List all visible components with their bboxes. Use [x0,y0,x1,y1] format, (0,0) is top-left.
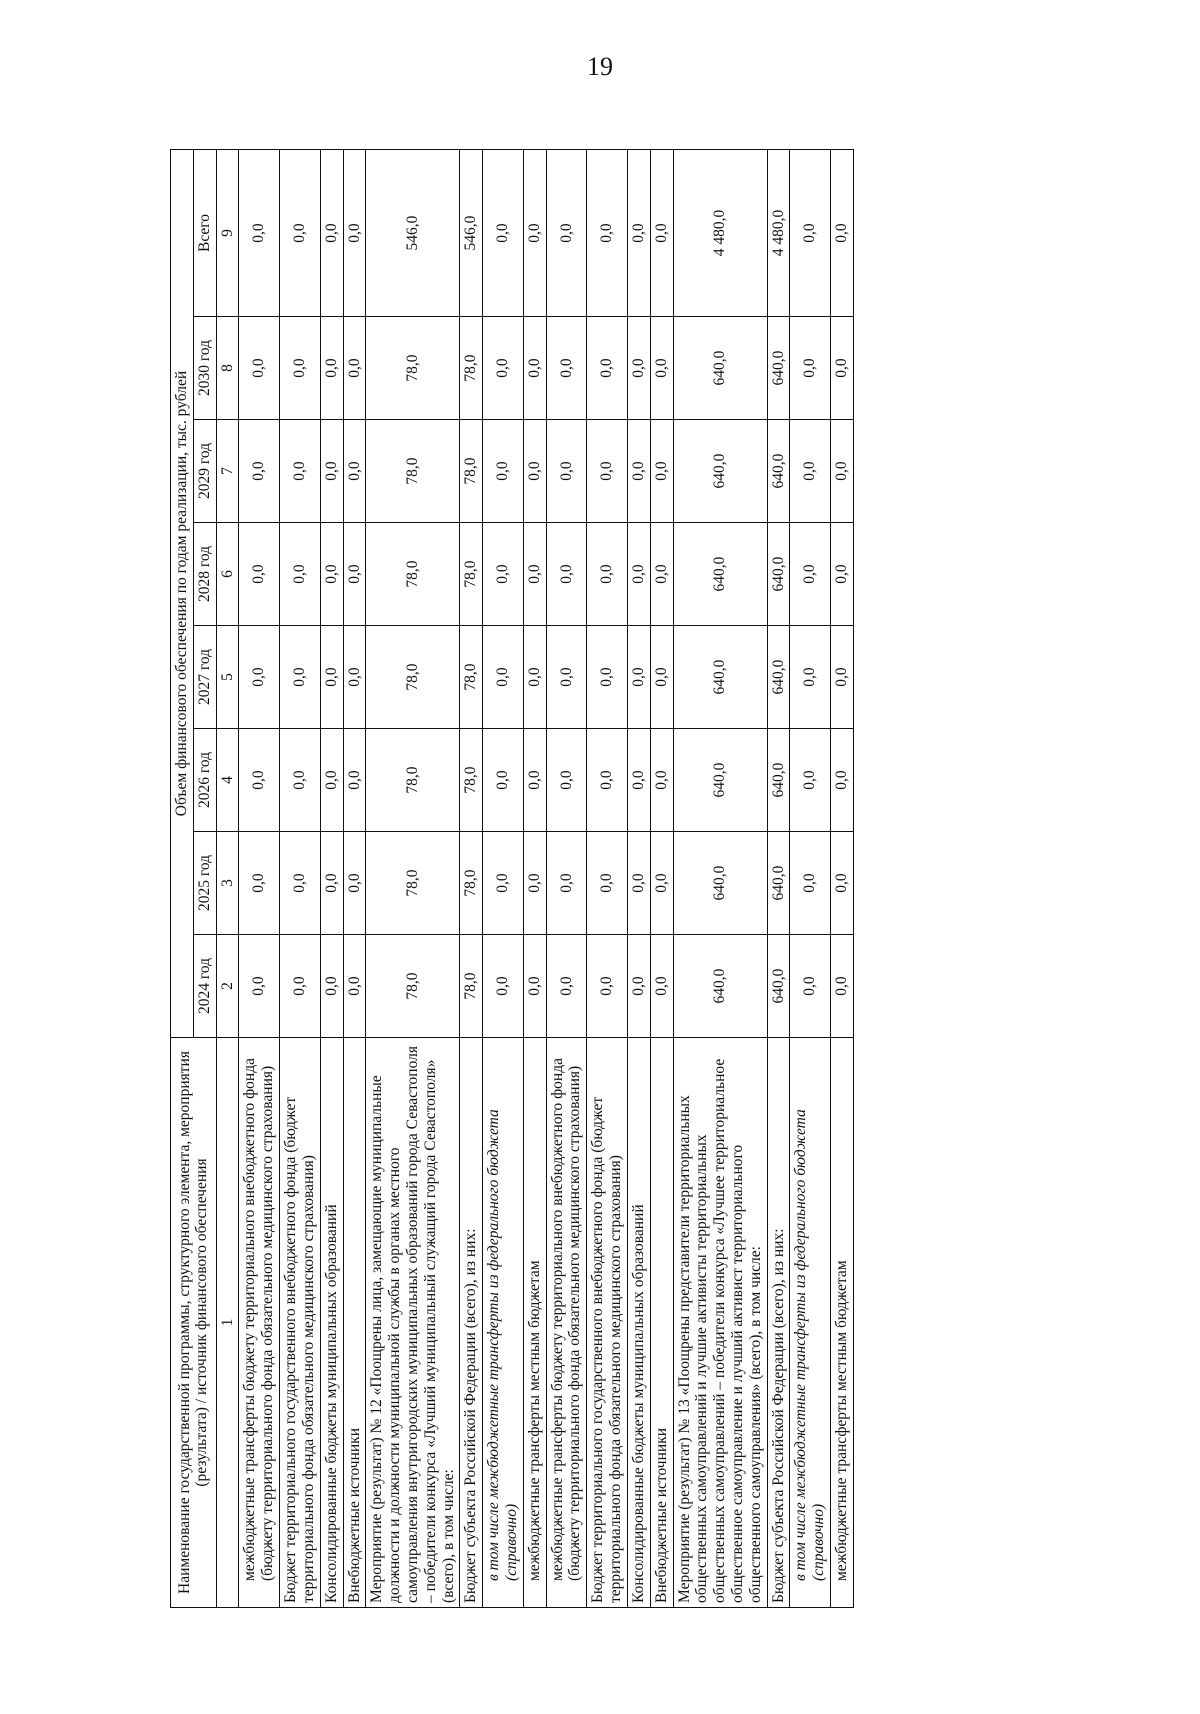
row-total-cell: 0,0 [627,150,650,317]
row-value-cell: 0,0 [831,729,854,832]
row-value-cell: 78,0 [460,523,483,626]
row-value-cell: 78,0 [366,832,460,935]
row-value-cell: 78,0 [460,317,483,420]
table-row [483,150,524,1608]
column-number: 4 [216,729,239,832]
row-total-cell: 0,0 [343,150,366,317]
table-row [239,150,280,1608]
row-value-cell: 0,0 [523,523,546,626]
header-year: 2029 год [193,420,216,523]
row-value-cell: 0,0 [523,317,546,420]
row-value-cell: 0,0 [650,935,673,1038]
table-row [523,150,546,1608]
row-total-cell: 0,0 [239,150,280,317]
row-value-cell: 0,0 [650,626,673,729]
row-value-cell: 0,0 [650,729,673,832]
row-name: Бюджет территориального государственного внебюджетного фонда (бюджет территориального фонда обязательного медицинского страхования) [280,1038,321,1608]
row-value-cell: 78,0 [366,729,460,832]
row-name: Консолидированные бюджеты муниципальных образований [627,1038,650,1608]
row-total-cell: 0,0 [280,150,321,317]
row-value-cell: 0,0 [790,935,831,1038]
row-name: в том числе межбюджетные трансферты из федерального бюджета (справочно) [790,1038,831,1608]
table-row [587,150,628,1608]
row-value-cell: 0,0 [831,523,854,626]
row-value-cell: 640,0 [673,523,767,626]
row-value-cell: 640,0 [673,729,767,832]
row-value-cell: 0,0 [239,832,280,935]
row-value-cell: 0,0 [831,317,854,420]
page-number: 19 [587,52,613,81]
header-year: 2028 год [193,523,216,626]
row-value-cell: 0,0 [546,420,587,523]
row-value-cell: 640,0 [673,832,767,935]
row-value-cell: 0,0 [546,729,587,832]
row-value-cell: 78,0 [460,626,483,729]
row-value-cell: 0,0 [320,832,343,935]
row-value-cell: 0,0 [790,626,831,729]
row-value-cell: 640,0 [767,317,790,420]
row-value-cell: 0,0 [831,626,854,729]
row-value-cell: 0,0 [483,420,524,523]
row-value-cell: 0,0 [831,935,854,1038]
rotated-table-frame [170,150,1120,1608]
row-value-cell: 0,0 [650,832,673,935]
row-value-cell: 0,0 [280,420,321,523]
row-name: межбюджетные трансферты бюджету территориального внебюджетного фонда (бюджету территориального фонда обязательного медицинского страхования) [239,1038,280,1608]
row-value-cell: 0,0 [627,626,650,729]
row-value-cell: 0,0 [343,523,366,626]
table-header [171,150,239,1608]
row-name: межбюджетные трансферты местным бюджетам [523,1038,546,1608]
row-total-cell: 0,0 [483,150,524,317]
column-number: 1 [216,1038,239,1608]
table-row [343,150,366,1608]
table-container [170,150,1120,1608]
row-value-cell: 0,0 [587,420,628,523]
row-value-cell: 0,0 [483,523,524,626]
row-value-cell: 78,0 [366,935,460,1038]
row-value-cell: 0,0 [627,832,650,935]
row-name: Бюджет субъекта Российской Федерации (всего), из них: [767,1038,790,1608]
row-value-cell: 0,0 [523,832,546,935]
row-value-cell: 0,0 [650,317,673,420]
header-year: 2024 год [193,935,216,1038]
row-total-cell: 0,0 [523,150,546,317]
row-value-cell: 0,0 [790,317,831,420]
row-value-cell: 640,0 [673,317,767,420]
table-body [239,150,853,1608]
header-year: 2026 год [193,729,216,832]
row-value-cell: 0,0 [239,317,280,420]
column-number: 5 [216,626,239,729]
row-name: Консолидированные бюджеты муниципальных образований [320,1038,343,1608]
row-value-cell: 0,0 [587,832,628,935]
row-value-cell: 0,0 [483,317,524,420]
row-value-cell: 640,0 [673,626,767,729]
row-value-cell: 640,0 [767,523,790,626]
row-value-cell: 0,0 [546,626,587,729]
row-total-cell: 4 480,0 [673,150,767,317]
row-value-cell: 0,0 [343,729,366,832]
table-row [460,150,483,1608]
row-value-cell: 0,0 [587,626,628,729]
row-value-cell: 0,0 [280,626,321,729]
row-value-cell: 0,0 [587,729,628,832]
row-value-cell: 0,0 [320,729,343,832]
row-value-cell: 0,0 [483,935,524,1038]
row-value-cell: 0,0 [320,420,343,523]
row-name: Мероприятие (результат) № 12 «Поощрены лица, замещающие муниципальные должности и должности муниципальной службы в органах местного самоуправления внутригородских муниципальных образований города Севастополя – победители конкурса «Лучший муниципальный служащий города Севастополя» (всего), в том числе: [366,1038,460,1608]
table-row [790,150,831,1608]
table-row [320,150,343,1608]
header-year: 2025 год [193,832,216,935]
row-name: Мероприятие (результат) № 13 «Поощрены представители территориальных общественных самоуправлений и лучшие активисты территориальных общественных самоуправлений – победители конкурса «Лучшее территориальное общественное самоуправление и лучший активист территориального общественного самоуправления» (всего), в том числе: [673,1038,767,1608]
row-value-cell: 0,0 [280,832,321,935]
row-total-cell: 0,0 [650,150,673,317]
row-value-cell: 78,0 [366,420,460,523]
row-value-cell: 0,0 [627,729,650,832]
column-number: 9 [216,150,239,317]
row-value-cell: 78,0 [460,935,483,1038]
row-value-cell: 0,0 [790,832,831,935]
row-value-cell: 0,0 [320,935,343,1038]
row-name: Внебюджетные источники [650,1038,673,1608]
column-number: 6 [216,523,239,626]
row-value-cell: 78,0 [366,523,460,626]
row-value-cell: 0,0 [343,420,366,523]
row-value-cell: 0,0 [280,523,321,626]
row-value-cell: 640,0 [767,729,790,832]
row-value-cell: 78,0 [460,729,483,832]
row-total-cell: 546,0 [460,150,483,317]
row-total-cell: 0,0 [546,150,587,317]
table-row [366,150,460,1608]
row-value-cell: 0,0 [790,420,831,523]
row-name: Бюджет субъекта Российской Федерации (всего), из них: [460,1038,483,1608]
row-value-cell: 0,0 [239,626,280,729]
row-value-cell: 0,0 [239,523,280,626]
row-value-cell: 0,0 [483,626,524,729]
row-value-cell: 0,0 [523,626,546,729]
row-value-cell: 0,0 [239,420,280,523]
header-volume-group: Объем финансового обеспечения по годам реализации, тыс. рублей [171,150,194,1038]
row-value-cell: 0,0 [627,935,650,1038]
row-value-cell: 0,0 [239,729,280,832]
row-value-cell: 78,0 [366,626,460,729]
row-value-cell: 78,0 [366,317,460,420]
row-total-cell: 546,0 [366,150,460,317]
table-row [280,150,321,1608]
row-name: Внебюджетные источники [343,1038,366,1608]
row-value-cell: 0,0 [587,317,628,420]
row-value-cell: 0,0 [650,420,673,523]
row-value-cell: 0,0 [831,420,854,523]
row-value-cell: 0,0 [546,317,587,420]
row-value-cell: 0,0 [280,935,321,1038]
row-value-cell: 0,0 [650,523,673,626]
row-value-cell: 0,0 [831,832,854,935]
row-value-cell: 640,0 [767,420,790,523]
row-value-cell: 640,0 [673,935,767,1038]
row-value-cell: 0,0 [627,317,650,420]
row-value-cell: 0,0 [546,523,587,626]
table-row [650,150,673,1608]
column-number: 3 [216,832,239,935]
column-number: 7 [216,420,239,523]
row-value-cell: 0,0 [320,523,343,626]
table-row [831,150,854,1608]
row-total-cell: 4 480,0 [767,150,790,317]
row-value-cell: 0,0 [343,832,366,935]
row-value-cell: 0,0 [627,420,650,523]
row-value-cell: 640,0 [767,626,790,729]
row-value-cell: 0,0 [523,729,546,832]
column-number: 8 [216,317,239,420]
row-name: межбюджетные трансферты местным бюджетам [831,1038,854,1608]
row-value-cell: 0,0 [790,523,831,626]
row-total-cell: 0,0 [790,150,831,317]
row-value-cell: 640,0 [767,832,790,935]
row-value-cell: 78,0 [460,832,483,935]
row-total-cell: 0,0 [831,150,854,317]
row-value-cell: 0,0 [483,729,524,832]
row-value-cell: 0,0 [320,626,343,729]
row-value-cell: 0,0 [280,317,321,420]
row-value-cell: 0,0 [523,935,546,1038]
header-total: Всего [193,150,216,317]
column-number: 2 [216,935,239,1038]
table-row [673,150,767,1608]
row-value-cell: 640,0 [767,935,790,1038]
row-name: межбюджетные трансферты бюджету территориального внебюджетного фонда (бюджету территориального фонда обязательного медицинского страхования) [546,1038,587,1608]
row-value-cell: 0,0 [343,317,366,420]
row-value-cell: 0,0 [627,523,650,626]
row-total-cell: 0,0 [320,150,343,317]
header-year: 2027 год [193,626,216,729]
row-value-cell: 0,0 [239,935,280,1038]
header-name-column: Наименование государственной программы, структурного элемента, мероприятия (результата) / источник финансового обеспечения [171,1038,217,1608]
row-value-cell: 78,0 [460,420,483,523]
row-value-cell: 0,0 [320,317,343,420]
table-row [767,150,790,1608]
row-value-cell: 0,0 [343,935,366,1038]
row-total-cell: 0,0 [587,150,628,317]
header-year: 2030 год [193,317,216,420]
row-value-cell: 0,0 [280,729,321,832]
row-name: в том числе межбюджетные трансферты из федерального бюджета (справочно) [483,1038,524,1608]
row-value-cell: 640,0 [673,420,767,523]
row-value-cell: 0,0 [546,832,587,935]
financing-table [170,149,854,1608]
row-value-cell: 0,0 [343,626,366,729]
row-value-cell: 0,0 [483,832,524,935]
row-value-cell: 0,0 [546,935,587,1038]
table-row [627,150,650,1608]
row-name: Бюджет территориального государственного внебюджетного фонда (бюджет территориального фонда обязательного медицинского страхования) [587,1038,628,1608]
row-value-cell: 0,0 [523,420,546,523]
row-value-cell: 0,0 [587,523,628,626]
row-value-cell: 0,0 [790,729,831,832]
row-value-cell: 0,0 [587,935,628,1038]
table-row [546,150,587,1608]
